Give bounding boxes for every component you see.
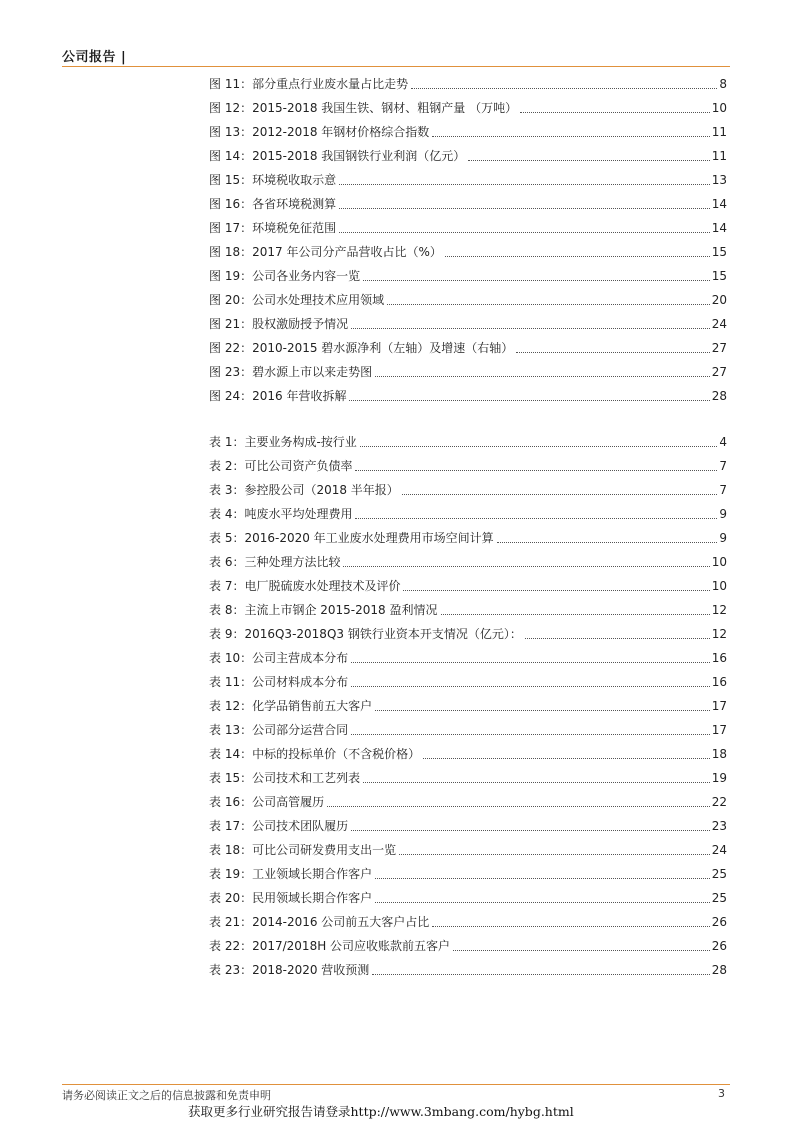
toc-entry[interactable]: 图 14：2015-2018 我国钢铁行业利润（亿元） 11: [209, 149, 727, 163]
toc-entry[interactable]: 表 17：公司技术团队履历 23: [209, 819, 727, 833]
toc-entry[interactable]: 表 16：公司高管履历 22: [209, 795, 727, 809]
toc-entry[interactable]: 图 17：环境税免征范围 14: [209, 221, 727, 235]
toc-entry[interactable]: 表 19：工业领域长期合作客户 25: [209, 867, 727, 881]
toc-entry[interactable]: 表 5：2016-2020 年工业废水处理费用市场空间计算 9: [209, 531, 727, 545]
footer-divider: [62, 1084, 730, 1085]
toc-entry[interactable]: 表 23：2018-2020 营收预测 28: [209, 963, 727, 977]
toc-entry[interactable]: 图 19：公司各业务内容一览 15: [209, 269, 727, 283]
toc-entry[interactable]: 表 14：中标的投标单价（不含税价格） 18: [209, 747, 727, 761]
toc-entry[interactable]: 表 7：电厂脱硫废水处理技术及评价 10: [209, 579, 727, 593]
toc-entry[interactable]: 表 12：化学品销售前五大客户 17: [209, 699, 727, 713]
toc-entry[interactable]: 图 15：环境税收取示意 13: [209, 173, 727, 187]
toc-entry[interactable]: 图 18：2017 年公司分产品营收占比（%） 15: [209, 245, 727, 259]
toc-entry[interactable]: 表 9：2016Q3-2018Q3 钢铁行业资本开支情况（亿元）： 12: [209, 627, 727, 641]
toc-entry[interactable]: 表 8：主流上市钢企 2015-2018 盈利情况 12: [209, 603, 727, 617]
toc-entry[interactable]: 表 3：参控股公司（2018 半年报） 7: [209, 483, 727, 497]
toc-entry[interactable]: 图 22：2010-2015 碧水源净利（左轴）及增速（右轴） 27: [209, 341, 727, 355]
toc-entry[interactable]: 表 21：2014-2016 公司前五大客户占比 26: [209, 915, 727, 929]
toc-entry[interactable]: 表 4：吨废水平均处理费用 9: [209, 507, 727, 521]
toc-entry[interactable]: 图 16：各省环境税测算 14: [209, 197, 727, 211]
header-title: 公司报告 |: [62, 50, 127, 65]
header-divider: [62, 66, 730, 67]
page-number: 3: [718, 1087, 725, 1100]
toc-entry[interactable]: 表 6：三种处理方法比较 10: [209, 555, 727, 569]
toc-entry[interactable]: 图 23：碧水源上市以来走势图 27: [209, 365, 727, 379]
toc-entry[interactable]: 图 11：部分重点行业废水量占比走势 8: [209, 77, 727, 91]
toc-entry[interactable]: 表 20：民用领域长期合作客户 25: [209, 891, 727, 905]
watermark-link[interactable]: 获取更多行业研究报告请登录http://www.3mbang.com/hybg.html: [188, 1104, 574, 1119]
toc-entry[interactable]: 表 18：可比公司研发费用支出一览 24: [209, 843, 727, 857]
footer-disclaimer: 请务必阅读正文之后的信息披露和免责申明: [62, 1089, 271, 1102]
toc-entry[interactable]: 表 13：公司部分运营合同 17: [209, 723, 727, 737]
toc-entry[interactable]: 表 2：可比公司资产负债率 7: [209, 459, 727, 473]
toc-entry[interactable]: 图 12：2015-2018 我国生铁、钢材、粗钢产量 （万吨） 10: [209, 101, 727, 115]
toc-entry[interactable]: 表 1：主要业务构成-按行业 4: [209, 435, 727, 449]
toc-entry[interactable]: 表 10：公司主营成本分布 16: [209, 651, 727, 665]
toc-entry[interactable]: 图 20：公司水处理技术应用领域 20: [209, 293, 727, 307]
toc-entry[interactable]: 表 11：公司材料成本分布 16: [209, 675, 727, 689]
toc-entry[interactable]: 表 22：2017/2018H 公司应收账款前五客户 26: [209, 939, 727, 953]
toc-entry[interactable]: 图 21：股权激励授予情况 24: [209, 317, 727, 331]
toc-entry[interactable]: 表 15：公司技术和工艺列表 19: [209, 771, 727, 785]
toc-entry[interactable]: 图 24：2016 年营收拆解 28: [209, 389, 727, 403]
toc-entry[interactable]: 图 13：2012-2018 年钢材价格综合指数 11: [209, 125, 727, 139]
